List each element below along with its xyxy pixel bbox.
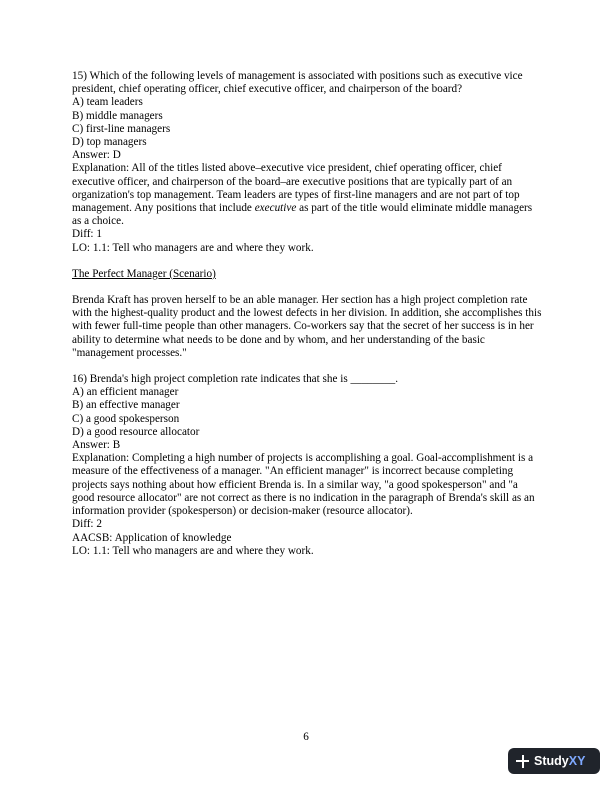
q16-explanation: Explanation: Completing a high number of projects is accomplishing a goal. Goal-accomplishment is a measure of the effectiveness of a manager. "An efficient manager" is incorrect because completing projects says nothing about how efficient Brenda is. In a similar way, "a good spokesperson" and "a good resource allocator" are not correct as there is no indication in the paragraph of Brenda's skill as an information provider (spokesperson) or decision-maker (resource allocator). xyxy=(72,452,535,518)
watermark-text-study: Study xyxy=(534,754,569,768)
q16-answer: Answer: B xyxy=(72,439,121,452)
studyxy-watermark[interactable] xyxy=(508,748,600,774)
q15-option-a: A) team leaders xyxy=(72,96,143,109)
q15-explanation: Explanation: All of the titles listed above–executive vice president, chief operating officer, chief executive officer, and chairperson of the board–are executive positions that are typically part of an organization's top management. Team leaders are types of first-line managers and are not part of top management. Any positions that include executive as part of the title would eliminate middle managers as a choice. xyxy=(72,162,533,228)
q15-option-c: C) first-line managers xyxy=(72,122,171,135)
q15-option-d: D) top managers xyxy=(72,136,147,149)
scenario-title: The Perfect Manager (Scenario) xyxy=(72,267,216,280)
page-content xyxy=(72,70,542,558)
q16-option-b: B) an effective manager xyxy=(72,399,180,412)
q16-question: 16) Brenda's high project completion rate indicates that she is ________. xyxy=(72,373,399,386)
q16-option-a: A) an efficient manager xyxy=(72,386,179,399)
watermark-text-xy: XY xyxy=(568,754,586,768)
page-number: 6 xyxy=(303,731,309,743)
q16-learning-objective: LO: 1.1: Tell who managers are and where they work. xyxy=(72,544,314,557)
q15-question: 15) Which of the following levels of management is associated with positions such as executive vice president, chief operating officer, chief executive officer, and chairperson of the board? xyxy=(72,70,523,96)
plus-icon xyxy=(516,755,529,768)
q15-answer: Answer: D xyxy=(72,149,121,162)
scenario-text: Brenda Kraft has proven herself to be an able manager. Her section has a high project completion rate with the highest-quality product and the lowest defects in her division. In addition, she accomplishes this with fewer full-time people than other managers. Co-workers say that the secret of her success is in her ability to determine what needs to be done and by whom, and her understanding of the basic "management processes." xyxy=(72,294,542,359)
q16-difficulty: Diff: 2 xyxy=(72,518,102,531)
q15-explanation-emphasis: executive xyxy=(254,202,297,215)
q15-option-b: B) middle managers xyxy=(72,109,163,122)
q15-learning-objective: LO: 1.1: Tell who managers are and where they work. xyxy=(72,241,314,254)
q16-option-d: D) a good resource allocator xyxy=(72,425,200,438)
q16-aacsb: AACSB: Application of knowledge xyxy=(72,531,232,544)
q15-difficulty: Diff: 1 xyxy=(72,228,102,241)
q16-option-c: C) a good spokesperson xyxy=(72,412,180,425)
